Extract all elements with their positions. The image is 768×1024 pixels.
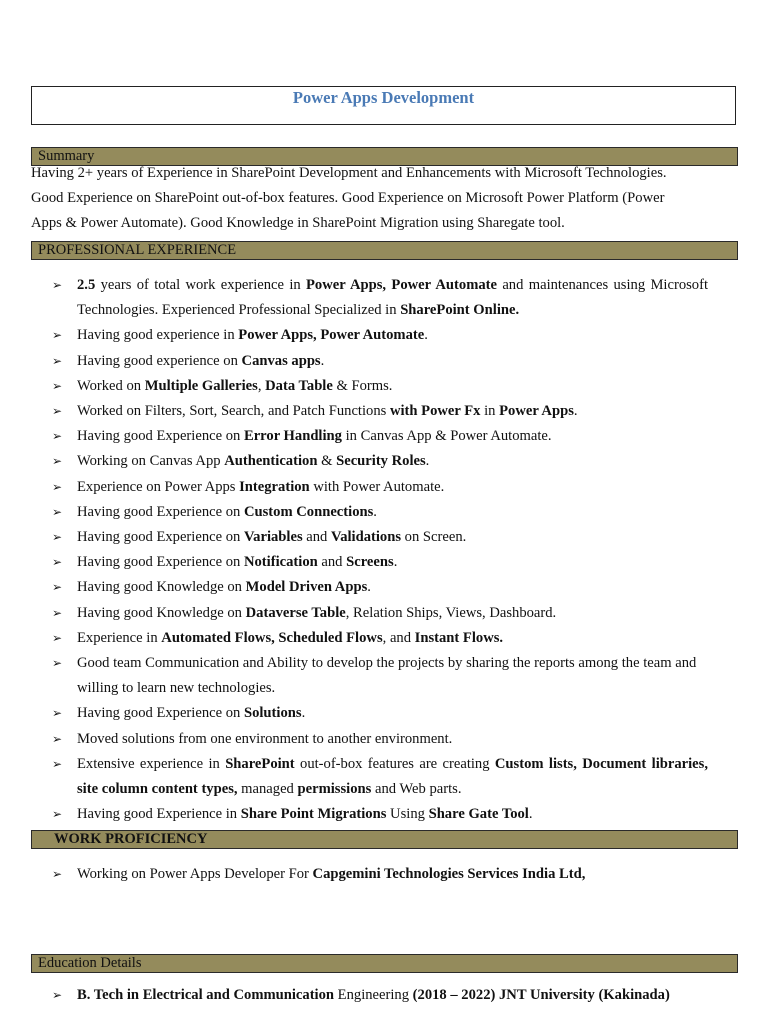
list-item [52, 424, 708, 449]
arrow-bullet-icon: ➢ [52, 605, 63, 620]
text: , [257, 377, 266, 394]
bold-text: Solutions [243, 705, 302, 722]
bold-text: Multiple Galleries [144, 377, 258, 394]
text: Experience on Power Apps [77, 478, 240, 495]
arrow-bullet-icon: ➢ [52, 706, 63, 721]
arrow-bullet-icon: ➢ [52, 630, 63, 645]
list-item [52, 500, 708, 525]
text: in Canvas App & Power Automate. [341, 428, 552, 445]
work-heading: WORK PROFICIENCY [31, 830, 738, 849]
bold-text: Model Driven Apps [245, 579, 368, 596]
bold-text: Custom Connections [243, 503, 374, 520]
list-item [52, 273, 708, 323]
text: in [480, 403, 500, 420]
text: Having good experience on [77, 352, 242, 369]
text: Having good Experience on [77, 503, 244, 520]
list-item [52, 525, 708, 550]
work-list [52, 862, 708, 887]
summary-line: Having 2+ years of Experience in SharePoint Development and Enhancements with Microsoft Technologies. [31, 165, 667, 181]
arrow-bullet-icon: ➢ [52, 378, 63, 393]
summary-line: Good Experience on SharePoint out-of-box features. Good Experience on Microsoft Power Platform (Power [31, 190, 665, 206]
bold-text: Error Handling [243, 428, 342, 445]
arrow-bullet-icon: ➢ [52, 756, 63, 771]
text: and Web parts. [371, 781, 462, 798]
arrow-bullet-icon: ➢ [52, 504, 63, 519]
text: managed [237, 781, 298, 798]
list-item [52, 399, 708, 424]
text: Working on Canvas App [77, 453, 225, 470]
text: Having good Experience on [77, 705, 244, 722]
text: Having good Experience on [77, 529, 244, 546]
text: . [301, 705, 306, 722]
arrow-bullet-icon: ➢ [52, 530, 63, 545]
list-item [52, 626, 708, 651]
list-item [52, 374, 708, 399]
arrow-bullet-icon: ➢ [52, 656, 63, 671]
text: Working on Power Apps Developer For [77, 866, 313, 882]
text: Engineering [334, 987, 413, 1003]
list-item [52, 550, 708, 575]
education-heading: Education Details [31, 954, 738, 973]
arrow-bullet-icon: ➢ [52, 429, 63, 444]
text: . [393, 554, 398, 571]
bold-text: Power Apps, Power Automate [306, 277, 497, 293]
list-item [52, 752, 708, 802]
text: . [573, 403, 578, 420]
text: with Power Automate. [309, 478, 445, 495]
bold-text: Authentication [224, 453, 318, 470]
text: Having good Experience in [77, 806, 241, 823]
text: and maintenances using Microsoft Technologies. Experienced Professional Specialized in [77, 277, 709, 319]
arrow-bullet-icon: ➢ [52, 328, 63, 343]
bold-text: Instant Flows. [414, 629, 504, 646]
arrow-bullet-icon: ➢ [52, 404, 63, 419]
bold-text: Share Gate Tool [428, 806, 529, 823]
text: out-of-box features are creating [294, 755, 495, 772]
bold-text: Power Apps [499, 403, 574, 420]
arrow-bullet-icon: ➢ [52, 555, 63, 570]
bold-text: (2018 – 2022) JNT University (Kakinada) [412, 987, 670, 1003]
bold-text: B. Tech in Electrical and Communication [77, 987, 335, 1003]
list-item [52, 575, 708, 600]
resume-title: Power Apps Development [292, 88, 475, 107]
arrow-bullet-icon: ➢ [52, 479, 63, 494]
experience-list [52, 273, 708, 827]
bold-text: Notification [243, 554, 318, 571]
arrow-bullet-icon: ➢ [52, 807, 63, 822]
bold-text: Screens [346, 554, 394, 571]
summary-paragraph [31, 161, 738, 236]
list-item [52, 349, 708, 374]
bold-text: with Power Fx [389, 403, 481, 420]
arrow-bullet-icon: ➢ [52, 867, 63, 881]
text: Extensive experience in [77, 755, 226, 772]
list-item [52, 802, 708, 827]
text: , Relation Ships, Views, Dashboard. [345, 604, 557, 621]
text: Having good Experience on [77, 554, 244, 571]
text: and [302, 529, 331, 546]
list-item [52, 983, 708, 1008]
text: , and [382, 629, 415, 646]
bold-text: Data Table [265, 377, 333, 394]
text: . [367, 579, 371, 596]
text: years of total work experience in [95, 277, 307, 293]
bold-text: permissions [297, 781, 372, 798]
resume-title-box [31, 86, 736, 125]
summary-line: Apps & Power Automate). Good Knowledge in SharePoint Migration using Sharegate tool. [31, 215, 565, 231]
bold-text: Power Apps, Power Automate [238, 327, 425, 344]
bold-text: SharePoint [225, 755, 295, 772]
experience-heading: PROFESSIONAL EXPERIENCE [31, 241, 738, 260]
text: . [320, 352, 325, 369]
text: & Forms. [332, 377, 393, 394]
summary-heading: Summary [31, 147, 738, 166]
text: Using [386, 806, 429, 823]
bold-text: 2.5 [77, 277, 96, 293]
text: Having good Experience on [77, 428, 244, 445]
text: Having good Knowledge on [77, 604, 246, 621]
bold-text: Security Roles [336, 453, 426, 470]
text: & [317, 453, 337, 470]
text: . [528, 806, 533, 823]
text: . [424, 327, 428, 344]
arrow-bullet-icon: ➢ [52, 731, 63, 746]
text: Moved solutions from one environment to another environment. [77, 730, 453, 747]
arrow-bullet-icon: ➢ [52, 580, 63, 595]
list-item [52, 475, 708, 500]
list-item [52, 601, 708, 626]
bold-text: Validations [331, 529, 402, 546]
bold-text: Custom lists, Document libraries, site column content types, [77, 755, 708, 798]
text: Worked on Filters, Sort, Search, and Patch Functions [77, 403, 390, 420]
education-list [52, 983, 708, 1008]
bold-text: Automated Flows, Scheduled Flows [161, 629, 383, 646]
bold-text: Canvas apps [241, 352, 321, 369]
text: Having good experience in [77, 327, 239, 344]
text: and [317, 554, 347, 571]
text: . [373, 503, 377, 520]
bold-text: Capgemini Technologies Services India Ltd, [312, 866, 586, 882]
text: on Screen. [401, 529, 467, 546]
list-item [52, 323, 708, 348]
list-item [52, 862, 708, 887]
bold-text: Variables [243, 529, 303, 546]
arrow-bullet-icon: ➢ [52, 278, 63, 292]
bold-text: Integration [239, 478, 310, 495]
list-item [52, 701, 708, 726]
text: Having good Knowledge on [77, 579, 246, 596]
text: . [425, 453, 430, 470]
text: Good team Communication and Ability to develop the projects by sharing the reports among the team and willing to learn new technologies. [77, 655, 697, 697]
arrow-bullet-icon: ➢ [52, 353, 63, 368]
list-item [52, 651, 708, 701]
arrow-bullet-icon: ➢ [52, 454, 63, 469]
bold-text: SharePoint Online. [400, 302, 520, 319]
list-item [52, 727, 708, 752]
arrow-bullet-icon: ➢ [52, 988, 63, 1002]
bold-text: Share Point Migrations [240, 806, 387, 823]
bold-text: Dataverse Table [245, 604, 346, 621]
list-item [52, 449, 708, 474]
text: Worked on [77, 377, 145, 394]
text: Experience in [77, 629, 162, 646]
